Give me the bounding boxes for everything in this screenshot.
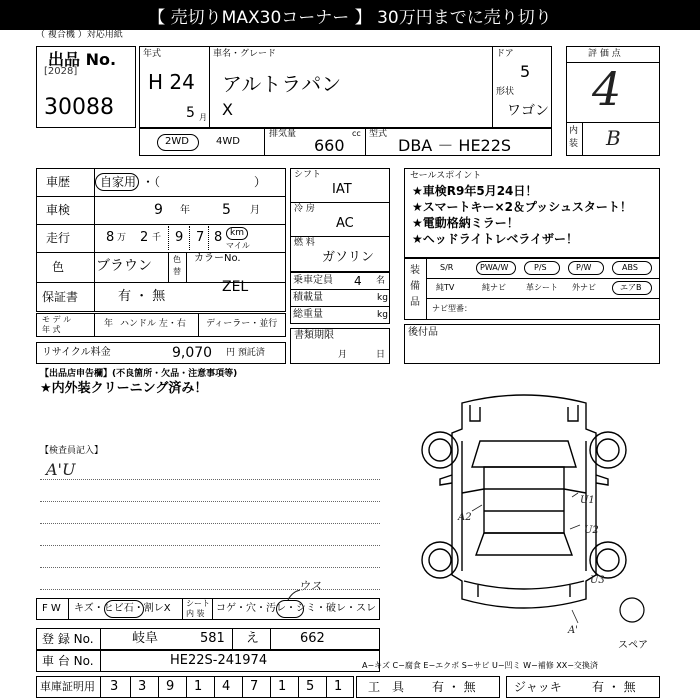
mark-a-prime: A' xyxy=(568,625,578,636)
cert-digit-6: 7 xyxy=(250,679,259,694)
sales-point-2: ★スマートキー×2＆プッシュスタート！ xyxy=(412,200,632,214)
disp-unit: cc xyxy=(352,129,361,138)
shape-value: ワゴン xyxy=(507,103,549,119)
docs-unit-day: 日 xyxy=(376,350,386,360)
model-year-label-2: 年 式 xyxy=(42,325,61,334)
month-unit: 月 xyxy=(199,113,207,122)
history-value: 自家用 xyxy=(100,175,137,189)
fw-label: F W xyxy=(42,603,61,614)
form-subtitle: （ 複合機 ）対応用紙 xyxy=(36,30,123,40)
model-year-label-1: モ デ ル xyxy=(42,315,72,324)
cert-divider xyxy=(326,676,327,698)
cert-divider xyxy=(270,676,271,698)
equipment-label-3: 品 xyxy=(410,297,420,308)
exterior-codes: キズ・ヒビ石・割レX xyxy=(74,603,171,614)
cert-divider xyxy=(130,676,131,698)
lot-label: 出品 No. xyxy=(48,50,117,69)
spare-label: スペア xyxy=(618,640,648,651)
ac-value: AC xyxy=(336,216,354,231)
inspection-year: 9 xyxy=(154,202,163,218)
interior-codes: コゲ・穴・汚レ・シミ・破レ・スレ xyxy=(216,603,376,614)
equip-airbag: エアB xyxy=(620,283,642,292)
shift-value: IAT xyxy=(332,182,352,197)
cert-divider xyxy=(298,676,299,698)
registration-kana: え xyxy=(246,631,260,646)
drive-2wd: 2WD xyxy=(165,136,189,147)
lot-number: 30088 xyxy=(44,95,114,120)
chassis-value: HE22S-241974 xyxy=(170,653,268,668)
fuel-label: 燃 料 xyxy=(294,238,315,248)
cert-digit-5: 4 xyxy=(222,679,231,694)
color-code-label: カラーNo. xyxy=(194,253,241,264)
capacity-value: 4 xyxy=(354,274,362,288)
inspector-note: A'U xyxy=(46,460,76,479)
scratch-circle xyxy=(104,600,144,618)
interior-grade: B xyxy=(606,126,621,150)
registration-number: 662 xyxy=(300,631,325,646)
stain-circle xyxy=(276,600,304,618)
postfit-label: 後付品 xyxy=(408,327,438,338)
mileage-unit-2: 千 xyxy=(152,233,162,243)
chassis-label: 車 台 No. xyxy=(42,654,94,668)
inspection-month: 5 xyxy=(222,202,231,218)
shape-label: 形状 xyxy=(496,87,515,97)
navi-model: ナビ型番： xyxy=(432,304,472,313)
fuel-value: ガソリン xyxy=(322,250,375,265)
registration-class: 581 xyxy=(200,631,225,646)
tools-value: 有 ・ 無 xyxy=(432,680,476,694)
mark-a2: A2 xyxy=(458,512,472,523)
sales-point-label: セールスポイント xyxy=(410,171,482,181)
year-label: 年式 xyxy=(143,49,162,59)
car-grade: X xyxy=(222,100,233,119)
registration-label: 登 録 No. xyxy=(42,632,94,646)
equip-tv: 純TV xyxy=(436,283,455,292)
capacity-unit: 名 xyxy=(376,276,386,286)
model-code: DBA － HE22S xyxy=(398,136,512,155)
postfit-box xyxy=(404,324,660,364)
mileage-digit-5: 8 xyxy=(214,230,223,245)
damage-legend: A−キズ C−腐食 E−エクボ S−サビ U−凹ミ W−補修 XX−交換済 xyxy=(362,661,598,670)
equip-sr: S/R xyxy=(440,263,454,272)
inspection-month-unit: 月 xyxy=(250,205,260,216)
tools-label: 工 具 xyxy=(368,680,405,694)
cert-digit-2: 3 xyxy=(138,679,147,694)
cert-digit-3: 9 xyxy=(166,679,175,694)
color-value: ブラウン xyxy=(96,258,152,274)
cert-divider xyxy=(242,676,243,698)
warranty-value: 有 ・ 無 xyxy=(118,289,166,304)
color-change-2: 替 xyxy=(173,267,181,276)
mileage-unit-mile: マイル xyxy=(226,241,250,250)
recycle-unit: 円 預託済 xyxy=(226,348,265,358)
door-label: ドア xyxy=(496,49,514,59)
equip-pw: P/W xyxy=(576,263,592,272)
model-year-unit: 年 xyxy=(104,319,114,329)
sales-point-3: ★電動格納ミラー！ xyxy=(412,216,519,230)
mark-u2: U2 xyxy=(584,525,599,536)
score-value: 4 xyxy=(592,62,622,116)
stain-note: ウス xyxy=(298,579,322,593)
cert-digit-1: 3 xyxy=(110,679,119,694)
remarks-label: 【出品店申告欄】(不良箇所・欠品・注意事項等) xyxy=(40,369,238,379)
seat-label-2: 内 装 xyxy=(186,609,205,618)
recycle-label: リサイクル料金 xyxy=(42,347,111,358)
jack-value: 有 ・ 無 xyxy=(592,680,636,694)
cert-digit-8: 5 xyxy=(306,679,315,694)
equip-ps: P/S xyxy=(534,263,547,272)
inspector-label: 【検査員記入】 xyxy=(40,446,104,456)
equip-ext-navi: 外ナビ xyxy=(572,283,596,292)
cert-divider xyxy=(214,676,215,698)
mileage-unit-1: 万 xyxy=(117,233,127,243)
history-label: 車歴 xyxy=(46,175,71,189)
recycle-value: 9,070 xyxy=(172,345,213,361)
interior-label-2: 装 xyxy=(569,139,579,149)
registration-place: 岐阜 xyxy=(132,631,159,646)
equipment-label-1: 装 xyxy=(410,265,420,276)
equip-leather: 革シート xyxy=(526,283,558,292)
color-code: ZEL xyxy=(222,279,249,295)
handle-side: ハンドル 左・右 xyxy=(120,319,186,329)
equip-abs: ABS xyxy=(622,263,638,272)
gross-label: 総重量 xyxy=(293,309,323,320)
dealer-type: ディーラー・並行 xyxy=(206,319,278,329)
cert-digit-7: 1 xyxy=(278,679,287,694)
inspection-label: 車検 xyxy=(46,203,71,217)
cert-divider xyxy=(158,676,159,698)
load-unit: kg xyxy=(377,293,388,303)
equip-pwaw: PWA/W xyxy=(480,263,509,272)
mileage-digit-3: 9 xyxy=(175,230,184,245)
score-label: 評 価 点 xyxy=(588,49,621,59)
car-name: アルトラパン xyxy=(222,72,342,96)
inspection-year-unit: 年 xyxy=(180,205,190,216)
shift-label: シフト xyxy=(294,170,322,180)
seat-label-1: シート xyxy=(186,599,210,608)
color-label: 色 xyxy=(52,260,65,274)
load-label: 積載量 xyxy=(293,292,323,303)
displacement: 660 xyxy=(314,136,345,155)
cert-digit-4: 1 xyxy=(194,679,203,694)
color-change-1: 色 xyxy=(173,255,181,264)
history-open: ・（ xyxy=(142,175,161,189)
cert-divider xyxy=(186,676,187,698)
interior-label-1: 内 xyxy=(569,126,579,136)
gross-unit: kg xyxy=(377,310,388,320)
mileage-unit-km: km xyxy=(230,228,244,238)
mileage-label: 走行 xyxy=(46,231,71,245)
disp-label: 排気量 xyxy=(269,129,297,139)
cert-label: 車庫証明用 xyxy=(40,680,95,693)
month-value: 5 xyxy=(186,105,195,121)
top-banner: 【 売切りMAX30コーナー 】 30万円までに売り切り xyxy=(0,0,700,30)
sales-point-4: ★ヘッドライトレベライザー！ xyxy=(412,232,579,246)
remarks-value: ★内外装クリーニング済み！ xyxy=(40,381,208,396)
ac-label: 冷 房 xyxy=(294,204,315,214)
docs-label: 書類期限 xyxy=(294,330,334,341)
sales-point-1: ★車検R9年5月24日！ xyxy=(412,184,538,198)
lot-stamp: [2028] xyxy=(44,66,78,77)
year-value: H 24 xyxy=(148,70,195,94)
car-damage-diagram xyxy=(400,385,670,660)
mark-u3: U3 xyxy=(590,575,605,586)
drive-4wd: 4WD xyxy=(216,136,240,147)
docs-unit-month: 月 xyxy=(338,350,348,360)
cert-digit-9: 1 xyxy=(334,679,343,694)
mileage-digit-4: 7 xyxy=(196,230,205,245)
car-name-label: 車名・グレード xyxy=(213,49,277,59)
capacity-label: 乗車定員 xyxy=(293,275,333,286)
mileage-digit-2: 2 xyxy=(140,230,149,245)
mark-u1: U1 xyxy=(580,495,595,506)
history-close: ） xyxy=(254,175,267,189)
jack-label: ジャッキ xyxy=(514,680,562,694)
door-count: 5 xyxy=(520,62,531,81)
spare-tire-icon xyxy=(620,598,644,622)
equip-navi: 純ナビ xyxy=(482,283,506,292)
equipment-label-2: 備 xyxy=(410,281,420,292)
model-label: 型式 xyxy=(369,129,388,139)
warranty-label: 保証書 xyxy=(42,290,79,304)
mileage-digit-1: 8 xyxy=(106,230,115,245)
stain-arrow xyxy=(280,588,304,602)
